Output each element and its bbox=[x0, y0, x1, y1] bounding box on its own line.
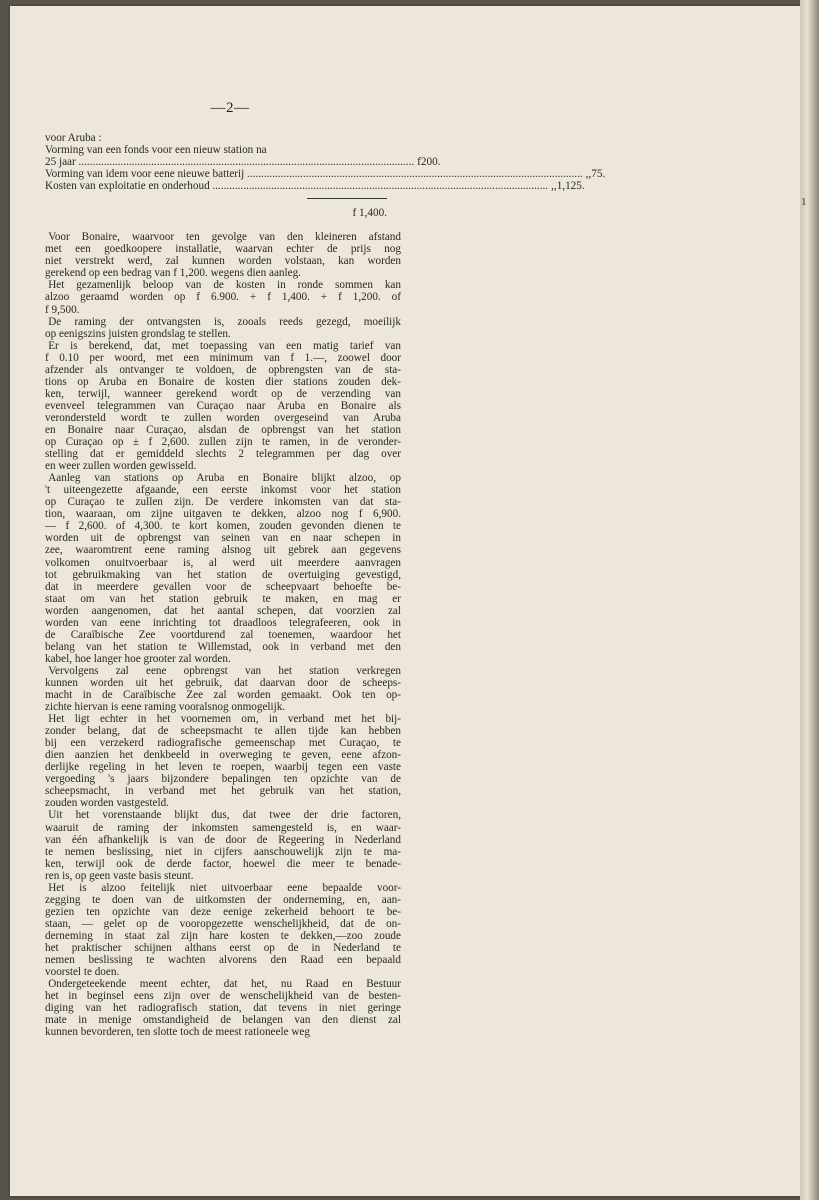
text-line: afzender als ontvanger te voldoen, de opbrengsten van de sta- bbox=[45, 363, 401, 376]
paragraph bbox=[37, 279, 401, 316]
text-line: staat om van het station gebruik te maken, en mag er bbox=[45, 592, 401, 605]
text-line: — f 2,600. of 4,300. te kort komen, zouden gevonden dienen te bbox=[45, 520, 401, 533]
text-line: nemen beslissing te wachten alvorens den Raad een bepaald bbox=[45, 954, 401, 967]
text-line: volkomen onuitvoerbaar is, al werd uit meerdere aanvragen bbox=[45, 556, 401, 569]
text-line: zouden worden vastgesteld. bbox=[45, 797, 169, 810]
text-line: dat in meerdere gevallen voor de scheepvaart behoefte be- bbox=[45, 580, 401, 593]
margin-mark: 1 bbox=[801, 196, 807, 208]
paragraph bbox=[37, 881, 401, 979]
text-line: scheepsmacht, in verband met het gebruik van het station, bbox=[45, 785, 401, 798]
text-line: het in beginsel eens zijn over de wenschelijkheid van de besten- bbox=[45, 990, 401, 1003]
text-line: f 9,500. bbox=[45, 303, 80, 316]
text-line: op Curaçao op ± f 2,600. zullen zijn te ramen, in de veronder- bbox=[45, 436, 401, 449]
text-line: ken, terwijl ook de derde factor, hoewel die meer te benade- bbox=[45, 857, 401, 870]
cost-row bbox=[45, 180, 585, 193]
text-line: ken, terwijl, wanneer gerekend wordt op de verzending van bbox=[45, 387, 401, 400]
text-line: worden van eene inrichting tot draadloos telegrafeeren, ook in bbox=[45, 616, 401, 629]
cost-label: Vorming van idem voor eene nieuwe batterij ........................................................................................................................ bbox=[45, 168, 583, 181]
text-line: vergoeding 's jaars bijzondere bepalingen ten opzichte van de bbox=[45, 773, 401, 786]
text-line: met een goedkoopere installatie, waarvan echter de prijs nog bbox=[45, 243, 401, 256]
text-line: ren is, op geen vaste basis steunt. bbox=[45, 869, 194, 882]
cost-label: Kosten van exploitatie en onderhoud ........................................................................................................................ bbox=[45, 180, 549, 193]
text-line: zegging te doen van de uitkomsten der onderneming, en, aan- bbox=[45, 893, 401, 906]
text-line: waaruit de raming der inkomsten samengesteld is, en waar- bbox=[45, 821, 401, 834]
paragraph bbox=[37, 978, 401, 1039]
text-line: zee, waaromtrent eene raming alsnog uit gebrek aan gegevens bbox=[45, 544, 401, 557]
text-line: mate in menige omstandigheid de belangen van den dienst zal bbox=[45, 1014, 401, 1027]
cost-value: 75. bbox=[591, 168, 606, 181]
aruba-heading: voor Aruba : bbox=[45, 132, 102, 144]
text-column bbox=[37, 132, 606, 1039]
text-line: Het gezamenlijk beloop van de kosten in ronde sommen kan bbox=[37, 279, 401, 292]
text-line: en weer zullen worden gewisseld. bbox=[45, 460, 197, 473]
text-line: De raming der ontvangsten is, zooals reeds gezegd, moeilijk bbox=[37, 315, 401, 328]
text-line: zichte hiervan is eene raming vooralsnog onmogelijk. bbox=[45, 701, 286, 714]
text-line: op Curaçao te zullen zijn. De verdere inkomsten van dat sta- bbox=[45, 496, 401, 509]
paragraph bbox=[37, 664, 401, 714]
text-line: Het is alzoo feitelijk niet uitvoerbaar eene bepaalde voor- bbox=[37, 881, 401, 894]
page-number: —2— bbox=[210, 100, 250, 116]
text-line: worden aangenomen, dat het aantal schepen, dat voorzien zal bbox=[45, 604, 401, 617]
text-line: worden uit de opbrengst van seinen van en naar schepen in bbox=[45, 532, 401, 545]
text-line: diging van het radiografisch station, dat tevens in niet geringe bbox=[45, 1002, 401, 1015]
text-line: kunnen worden uit het gebruik, dat daarvan door de scheeps- bbox=[45, 676, 401, 689]
text-line: en Bonaire naar Curaçao, alsdan de opbrengst van het station bbox=[45, 423, 401, 436]
paragraph bbox=[37, 713, 401, 810]
text-line: tot gebruikmaking van het station de overtuiging gevestigd, bbox=[45, 568, 401, 581]
text-line: derneming in staat zal zijn hare kosten te dekken,—zoo zoude bbox=[45, 929, 401, 942]
section-gap bbox=[45, 219, 401, 231]
cost-table bbox=[45, 156, 606, 193]
cost-row bbox=[45, 156, 441, 169]
text-line: stelling dat er gemiddeld slechts 2 telegrammen per dag over bbox=[45, 448, 401, 461]
text-line: alzoo geraamd worden op f 6.900. + f 1,400. + f 1,200. of bbox=[45, 291, 401, 304]
text-line: Aanleg van stations op Aruba en Bonaire blijkt alzoo, op bbox=[37, 472, 401, 485]
text-line: macht in de Caraïbische Zee zal worden gemaakt. Ook ten op- bbox=[45, 689, 401, 702]
text-line: van één afhankelijk is van de door de Regeering in Nederland bbox=[45, 833, 401, 846]
cost-label: 25 jaar ........................................................................................................................ bbox=[45, 156, 415, 169]
text-line: Er is berekend, dat, met toepassing van een matig tarief van bbox=[37, 339, 401, 352]
next-page-edge bbox=[800, 0, 819, 1200]
text-line: voorstel te doen. bbox=[45, 966, 120, 979]
text-line: zonder belang, dat de scheepsmacht te allen tijde kan hebben bbox=[45, 725, 401, 738]
paragraph bbox=[37, 472, 401, 665]
paragraph bbox=[37, 231, 401, 280]
cost-currency: f bbox=[417, 156, 421, 169]
text-line: kunnen bevorderen, ten slotte toch de meest rationeele weg bbox=[45, 1026, 310, 1039]
text-line: tion, waaraan, om zijne uitgaven te dekken, alzoo nog f 6,900. bbox=[45, 508, 401, 521]
cost-currency: ,, bbox=[585, 168, 592, 181]
text-line: belang van het station te Willemstad, ook in verband met den bbox=[45, 640, 401, 653]
text-line: niet verstrekt werd, zal kunnen worden volstaan, kan worden bbox=[45, 255, 401, 268]
text-line: f 0.10 per woord, met een minimum van f 1.—, zoowel door bbox=[45, 351, 401, 364]
text-line: verondersteld wordt te zullen worden overgeseind van Aruba bbox=[45, 411, 401, 424]
text-line: kabel, hoe langer hoe grooter zal worden. bbox=[45, 652, 231, 665]
text-line: te nemen beslissing, niet in cijfers aanschouwelijk zijn te ma- bbox=[45, 845, 401, 858]
text-line: evenveel telegrammen van Curaçao naar Aruba en Bonaire als bbox=[45, 399, 401, 412]
text-line: op eenigszins juisten grondslag te stellen. bbox=[45, 327, 231, 340]
text-line: bij een verzekerd radiografische gemeenschap met Curaçao, te bbox=[45, 737, 401, 750]
aruba-line: Vorming van een fonds voor een nieuw station na bbox=[45, 144, 267, 157]
text-line: Uit het vorenstaande blijkt dus, dat twee der drie factoren, bbox=[37, 809, 401, 822]
text-line: het praktischer schijnen althans eerst op de in Nederland te bbox=[45, 942, 401, 954]
text-line: Vervolgens zal eene opbrengst van het station verkregen bbox=[37, 664, 401, 677]
text-line: gezien ten opzichte van deze eenige zekerheid behoort te be- bbox=[45, 905, 401, 918]
body-text bbox=[37, 231, 401, 1039]
cost-value: 200. bbox=[420, 156, 441, 169]
text-line: Het ligt echter in het voornemen om, in verband met het bij- bbox=[37, 713, 401, 726]
text-line: 't uiteengezette afgaande, een eerste inkomst voor het station bbox=[45, 484, 401, 497]
text-line: derlijke regeling in het leven te roepen, waarbij tegen een vaste bbox=[45, 761, 401, 774]
cost-total: f 1,400. bbox=[352, 207, 387, 220]
paragraph bbox=[37, 809, 401, 882]
cost-currency: ,, bbox=[551, 180, 557, 193]
text-line: de Caraïbische Zee voortdurend zal toenemen, waardoor het bbox=[45, 628, 401, 641]
text-line: tions op Aruba en Bonaire de kosten dier stations zouden dek- bbox=[45, 375, 401, 388]
text-line: staan, — gelet op de vooropgezette wenschelijkheid, dat de on- bbox=[45, 917, 401, 930]
text-line: dien aanzien het denkbeeld in overweging te geven, eene afzon- bbox=[45, 749, 401, 762]
text-line: Voor Bonaire, waarvoor ten gevolge van den kleineren afstand bbox=[37, 231, 401, 244]
text-line: gerekend op een bedrag van f 1,200. wegens dien aanleg. bbox=[45, 267, 301, 280]
cost-value: 1,125. bbox=[556, 180, 585, 193]
cost-row bbox=[45, 168, 606, 181]
text-line: Ondergeteekende meent echter, dat het, nu Raad en Bestuur bbox=[37, 978, 401, 991]
paragraph bbox=[37, 339, 401, 473]
paragraph bbox=[37, 315, 401, 340]
total-rule bbox=[307, 198, 387, 199]
